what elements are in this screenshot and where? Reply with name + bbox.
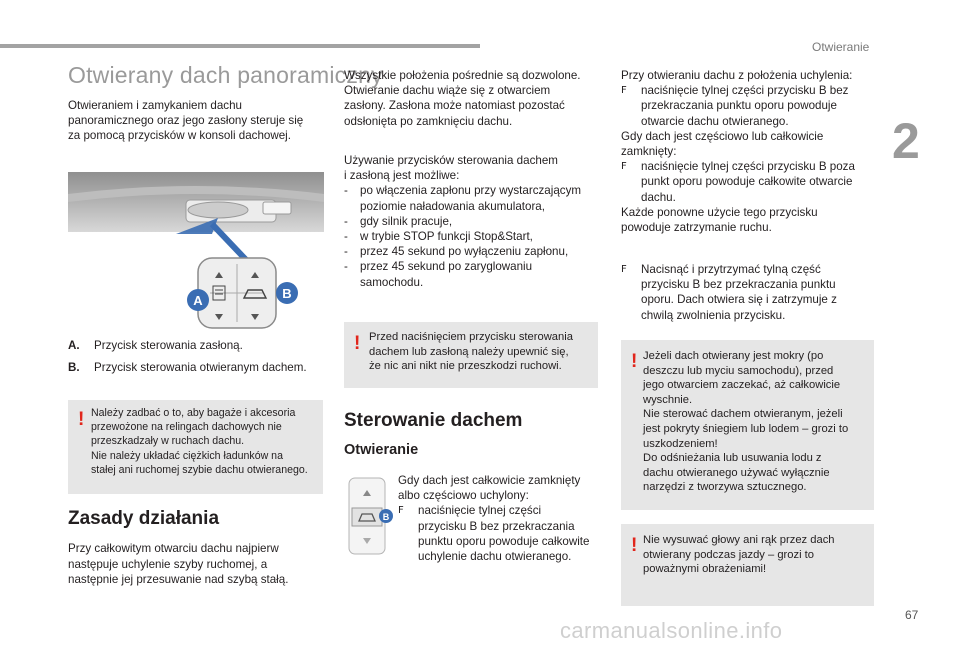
intro-paragraph bbox=[68, 98, 328, 144]
text-line: Gdy dach jest całkowicie zamknięty bbox=[398, 474, 581, 487]
dash-symbol: - bbox=[344, 245, 348, 259]
text-line: następnie jej przesuwanie nad szybą stałą. bbox=[68, 573, 289, 587]
text-line: Nie wysuwać głowy ani rąk przez dach bbox=[643, 534, 835, 546]
text-line: Otwieraniem i zamykaniem dachu bbox=[68, 99, 242, 112]
text-line: Wszystkie położenia pośrednie są dozwolone. bbox=[344, 69, 581, 82]
text-line: Gdy dach jest częściowo lub całkowicie bbox=[621, 129, 824, 143]
text-line: dachu otwieranego używać wyłącznie bbox=[643, 466, 830, 479]
list-item bbox=[621, 83, 876, 129]
text-line: naciśnięcie tylnej części przycisku B poza bbox=[641, 160, 855, 174]
opening-instructions bbox=[398, 473, 608, 564]
warning-icon: ! bbox=[631, 351, 638, 372]
list-item bbox=[344, 259, 606, 289]
text-line: samochodu. bbox=[360, 275, 424, 289]
text-line: otwierany podczas jazdy – grozi to bbox=[643, 548, 815, 561]
roof-button-small-illustration bbox=[346, 476, 396, 558]
bullet-symbol: F bbox=[621, 264, 627, 275]
text-line: poziomie naładowania akumulatora, bbox=[360, 199, 545, 213]
text-line: Nie należy układać ciężkich ładunków na bbox=[91, 449, 283, 462]
figure-legend bbox=[68, 338, 328, 382]
text-line: poważnymi obrażeniami! bbox=[643, 563, 767, 576]
hold-instruction bbox=[621, 262, 876, 323]
text-line: następuje uchylenie szyby ruchomej, a bbox=[68, 557, 268, 571]
text-line: przez 45 sekund po wyłączeniu zapłonu, bbox=[360, 245, 569, 259]
text-line: Przy otwieraniu dachu z położenia uchylenia: bbox=[621, 69, 853, 82]
text-line: dachu. bbox=[641, 190, 676, 204]
warning-icon: ! bbox=[354, 333, 361, 354]
text-line: jest pokryty śniegiem lub lodem – grozi to bbox=[643, 422, 849, 435]
text-line: za pomocą przycisków w konsoli dachowej. bbox=[68, 129, 291, 143]
page-number: 67 bbox=[905, 608, 919, 622]
marker-b-small-label: B bbox=[382, 512, 390, 522]
warning-icon: ! bbox=[78, 409, 85, 430]
text-line: przycisku B bez przekraczania punktu bbox=[641, 278, 836, 292]
text-line: że nic ani nikt nie przeszkodzi ruchowi. bbox=[369, 360, 562, 373]
text-line: oporu. Dach otwiera się i zatrzymuje z bbox=[641, 293, 837, 307]
text-line: Nie sterować dachem otwieranym, jeżeli bbox=[643, 408, 843, 421]
list-item bbox=[344, 183, 606, 213]
text-line: punktu oporu powoduje całkowite bbox=[418, 534, 590, 548]
section-header: Otwieranie bbox=[812, 40, 870, 54]
warning-box-check bbox=[344, 322, 598, 388]
list-item bbox=[344, 229, 606, 244]
section-title-principles: Zasady działania bbox=[68, 508, 220, 529]
text-line: i zasłoną jest możliwe: bbox=[344, 169, 460, 183]
legend-item bbox=[68, 360, 328, 375]
text-line: stałej ani ruchomej szybie dachu otwieranego. bbox=[91, 463, 308, 476]
list-item bbox=[621, 159, 876, 205]
marker-a-label: A bbox=[193, 293, 203, 308]
text-line: panoramicznego oraz jego zasłony steruje się bbox=[68, 114, 304, 128]
dash-symbol: - bbox=[344, 214, 348, 228]
header-rule bbox=[0, 44, 480, 48]
warning-box-luggage bbox=[68, 400, 323, 494]
text-line: przekraczania punktu oporu powoduje bbox=[641, 99, 837, 113]
chapter-number: 2 bbox=[892, 113, 920, 169]
warning-box-wet-roof bbox=[621, 340, 874, 510]
text-line: przez 45 sekund po zaryglowaniu bbox=[360, 260, 533, 274]
text-line: naciśnięcie tylnej części przycisku B bez bbox=[641, 84, 849, 98]
text-line: deszczu lub myciu samochodu), przed bbox=[643, 364, 834, 377]
text-line: gdy silnik pracuje, bbox=[360, 214, 453, 228]
marker-b-label: B bbox=[282, 286, 292, 301]
legend-key: A. bbox=[68, 339, 80, 352]
text-line: zasłony. Zasłona może natomiast pozostać bbox=[344, 99, 565, 113]
text-line: powoduje zatrzymanie ruchu. bbox=[621, 221, 772, 235]
positions-paragraph bbox=[344, 68, 606, 129]
warning-box-head bbox=[621, 524, 874, 606]
list-item bbox=[621, 262, 876, 323]
dash-symbol: - bbox=[344, 230, 348, 244]
text-line: chwilą zwolnienia przycisku. bbox=[641, 308, 786, 322]
dash-symbol: - bbox=[344, 184, 348, 198]
bullet-symbol: F bbox=[398, 505, 404, 517]
legend-key: B. bbox=[68, 361, 80, 374]
text-line: jego otwarciem zaczekać, aż całkowicie bbox=[643, 379, 841, 392]
text-line: narzędzi z tworzywa sztucznego. bbox=[643, 481, 807, 494]
text-line: po włączenia zapłonu przy wystarczającym bbox=[360, 184, 582, 198]
text-line: Przed naciśnięciem przycisku sterowania bbox=[369, 331, 573, 343]
text-line: Przy całkowitym otwarciu dachu najpierw bbox=[68, 542, 279, 555]
conditions-list bbox=[344, 153, 606, 290]
list-item bbox=[344, 244, 606, 259]
page-title: Otwierany dach panoramiczny bbox=[68, 62, 383, 88]
watermark: carmanualsonline.info bbox=[560, 618, 783, 643]
legend-text: Przycisk sterowania zasłoną. bbox=[94, 339, 243, 352]
text-line: zamknięty: bbox=[621, 145, 677, 159]
text-line: Jeżeli dach otwierany jest mokry (po bbox=[643, 350, 824, 362]
text-line: odsłonięta po zamknięciu dachu. bbox=[344, 114, 513, 128]
text-line: punkt oporu powoduje całkowite otwarcie bbox=[641, 175, 853, 189]
text-line: Używanie przycisków sterowania dachem bbox=[344, 154, 558, 167]
list-item bbox=[398, 503, 608, 564]
roof-console-illustration bbox=[68, 172, 324, 332]
text-line: wyschnie. bbox=[643, 393, 693, 406]
bullet-symbol: F bbox=[621, 161, 627, 173]
text-line: uchylenie dachu otwieranego. bbox=[418, 550, 572, 564]
text-line: otwarcie dachu otwieranego. bbox=[641, 114, 789, 128]
text-line: przewożone na relingach dachowych nie bbox=[91, 421, 282, 434]
text-line: Otwieranie dachu wiąże się z otwarciem bbox=[344, 84, 551, 98]
list-item bbox=[344, 214, 606, 229]
text-line: dachem lub zasłoną należy upewnić się, bbox=[369, 345, 569, 358]
text-line: przeszkadzały w ruchach dachu. bbox=[91, 435, 245, 448]
legend-item bbox=[68, 338, 328, 353]
text-line: Nacisnąć i przytrzymać tylną część bbox=[641, 263, 821, 276]
text-line: naciśnięcie tylnej części bbox=[418, 504, 542, 518]
section-title-control: Sterowanie dachem bbox=[344, 410, 523, 431]
text-line: Każde ponowne użycie tego przycisku bbox=[621, 205, 818, 219]
text-line: w trybie STOP funkcji Stop&Start, bbox=[360, 230, 533, 244]
principles-paragraph bbox=[68, 541, 328, 588]
legend-text: Przycisk sterowania otwieranym dachem. bbox=[94, 361, 307, 374]
warning-icon: ! bbox=[631, 535, 638, 556]
dash-symbol: - bbox=[344, 260, 348, 274]
subsection-title-opening: Otwieranie bbox=[344, 442, 419, 458]
bullet-symbol: F bbox=[621, 85, 627, 97]
text-line: uszkodzeniem! bbox=[643, 437, 718, 450]
text-line: albo częściowo uchylony: bbox=[398, 489, 529, 503]
opening-from-tilt bbox=[621, 68, 876, 235]
text-line: przycisku B bez przekraczania bbox=[418, 519, 575, 533]
text-line: Należy zadbać o to, aby bagaże i akcesoria bbox=[91, 407, 296, 419]
text-line: Do odśnieżania lub usuwania lodu z bbox=[643, 452, 822, 465]
